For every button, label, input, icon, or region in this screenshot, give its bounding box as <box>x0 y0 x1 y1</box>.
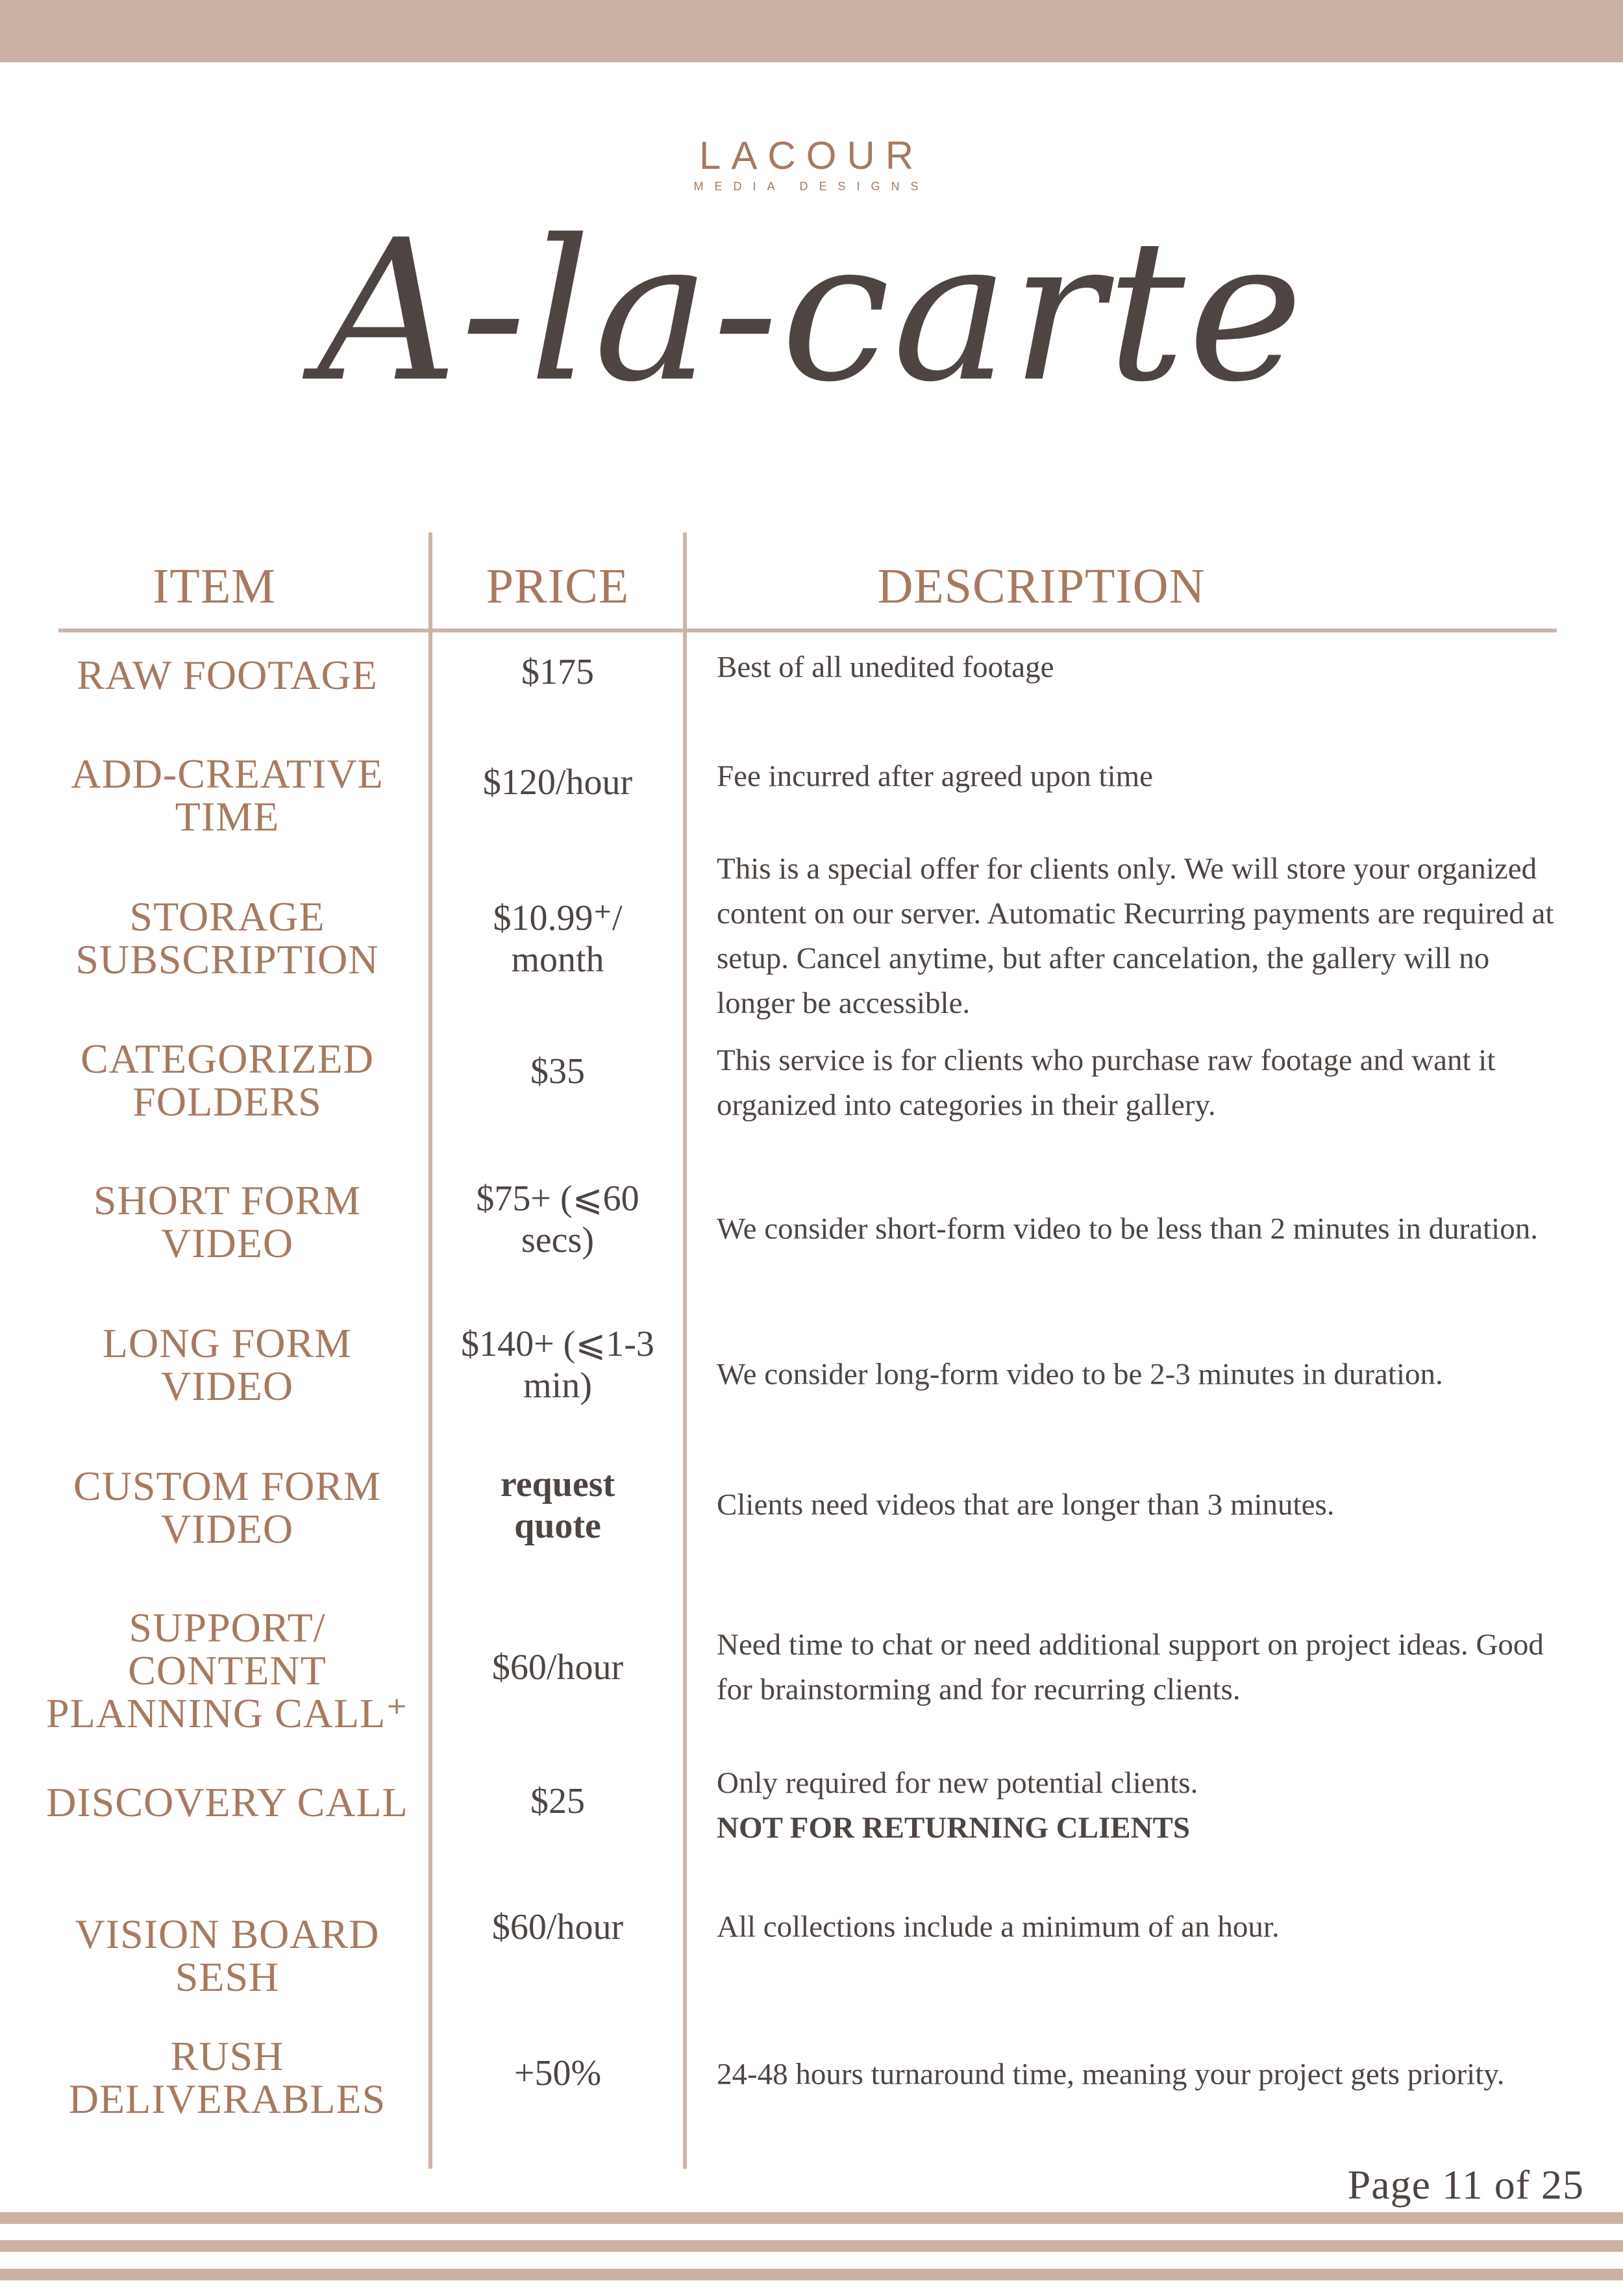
row-price: $35 <box>530 1051 585 1092</box>
row-description: All collections include a minimum of an hour. <box>717 1910 1280 1944</box>
row-description-emphasis: NOT FOR RETURNING CLIENTS <box>717 1811 1191 1845</box>
row-description: Fee incurred after agreed upon time <box>717 759 1154 793</box>
bottom-stripe-2 <box>0 2240 1623 2252</box>
row-price: $10.99⁺/ month <box>493 898 623 980</box>
top-accent-bar <box>0 0 1623 62</box>
row-price: $60/hour <box>491 1907 624 1947</box>
row-price: $75+ (⩽60 secs) <box>476 1179 639 1260</box>
row-item: STORAGE SUBSCRIPTION <box>75 893 379 982</box>
row-item: LONG FORM VIDEO <box>102 1320 353 1409</box>
bottom-stripe-1 <box>0 2212 1623 2224</box>
row-price: $60/hour <box>491 1647 624 1688</box>
page-title: A-la-carte <box>317 198 1306 425</box>
row-price: $140+ (⩽1-3 min) <box>461 1324 654 1406</box>
row-item: VISION BOARD SESH <box>75 1911 380 2000</box>
row-price: $25 <box>530 1781 585 1821</box>
row-description: Only required for new potential clients. <box>717 1766 1198 1800</box>
row-description: We consider long-form video to be 2-3 minutes in duration. <box>717 1357 1443 1391</box>
row-description: 24-48 hours turnaround time, meaning your project gets priority. <box>717 2057 1505 2091</box>
row-description: We consider short-form video to be less than 2 minutes in duration. <box>717 1212 1538 1246</box>
row-item: SHORT FORM VIDEO <box>93 1177 362 1266</box>
header-price: PRICE <box>486 559 630 614</box>
row-item: CUSTOM FORM VIDEO <box>73 1463 381 1552</box>
row-item: CATEGORIZED FOLDERS <box>81 1036 374 1125</box>
row-description: Clients need videos that are longer than 3 minutes. <box>717 1488 1335 1522</box>
row-description: Need time to chat or need additional support on project ideas. Good for brainstorming and for recurring clients. <box>717 1628 1544 1706</box>
row-description: This is a special offer for clients only. We will store your organized content on our server. Automatic Recurring payments are required at setup. Cancel anytime, but after cancelation, the gallery will no longer be accessible. <box>717 852 1554 1020</box>
row-description: This service is for clients who purchase raw footage and want it organized into categories in their gallery. <box>717 1043 1496 1122</box>
row-item: RAW FOOTAGE <box>77 652 378 698</box>
header-description: DESCRIPTION <box>877 559 1206 614</box>
logo-name: LACOUR <box>699 134 924 177</box>
row-price: $175 <box>521 652 594 692</box>
row-description: Best of all unedited footage <box>717 650 1054 684</box>
row-description-block <box>717 1761 1574 1851</box>
header-item: ITEM <box>153 559 276 614</box>
header-rule <box>58 629 1557 632</box>
row-item: ADD-CREATIVE TIME <box>71 751 384 840</box>
row-price: +50% <box>514 2053 602 2093</box>
row-price: $120/hour <box>482 762 633 803</box>
bottom-stripe-3 <box>0 2269 1623 2280</box>
row-item: SUPPORT/ CONTENT PLANNING CALL⁺ <box>46 1604 408 1736</box>
row-item: DISCOVERY CALL <box>46 1779 408 1825</box>
row-item: RUSH DELIVERABLES <box>68 2033 386 2122</box>
logo-subtitle: MEDIA DESIGNS <box>693 180 930 193</box>
row-price: request quote <box>500 1464 615 1546</box>
page-number: Page 11 of 25 <box>1347 2162 1584 2208</box>
